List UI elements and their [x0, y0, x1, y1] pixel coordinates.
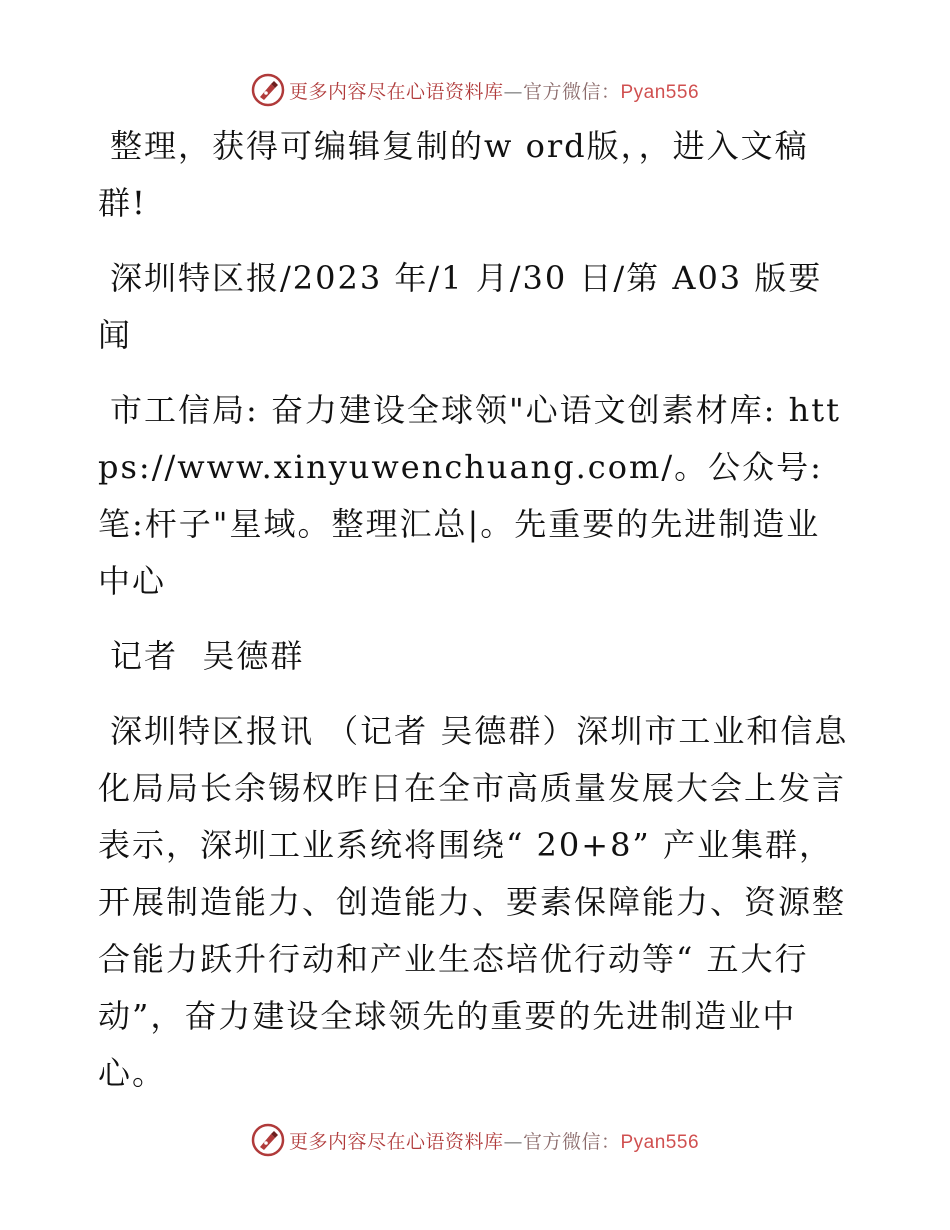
- watermark-wechat-label: 官方微信：: [522, 1130, 621, 1153]
- watermark-dash: —: [503, 1130, 523, 1153]
- source-line: 深圳特区报/2023 年/1 月/30 日/第 A03 版要闻: [98, 259, 823, 354]
- article-paragraph: 深圳特区报讯 （记者 吴德群）深圳市工业和信息化局局长余锡权昨日在全市高质量发展大会上发言表示，深圳工业系统将围绕“ 20+8” 产业集群，开展制造能力、创造能力、要素保障能力、资源整合能力跃升行动和产业生态培优行动等“ 五大行动”，奋力建设全球领先的重要的先进制造业中心。: [98, 712, 849, 1092]
- footer-watermark: [0, 1120, 950, 1160]
- watermark-dash: —: [503, 80, 523, 103]
- pen-nib-logo-icon: [251, 1123, 285, 1157]
- watermark-wechat-label: 官方微信：: [522, 80, 621, 103]
- pen-nib-logo-icon: [251, 73, 285, 107]
- watermark-text: [289, 77, 699, 104]
- document-body: [98, 118, 850, 1102]
- watermark-prefix: 更多内容尽在心语资料库: [288, 1130, 504, 1153]
- header-watermark: [0, 70, 950, 110]
- watermark-prefix: 更多内容尽在心语资料库: [288, 80, 504, 103]
- byline: 记者 吴德群: [110, 637, 305, 675]
- watermark-wechat-id: Pyan556: [620, 1131, 700, 1153]
- watermark-text: [289, 1127, 699, 1154]
- watermark-wechat-id: Pyan556: [620, 81, 700, 103]
- intro-paragraph: 整理，获得可编辑复制的w ord版，，进入文稿群!: [98, 127, 809, 222]
- article-title: 市工信局: 奋力建设全球领"心语文创素材库: https://www.xinyuwenchuang.com/。公众号: 笔:杆子"星域。整理汇总|。先重要的先进制造业中心: [98, 391, 841, 600]
